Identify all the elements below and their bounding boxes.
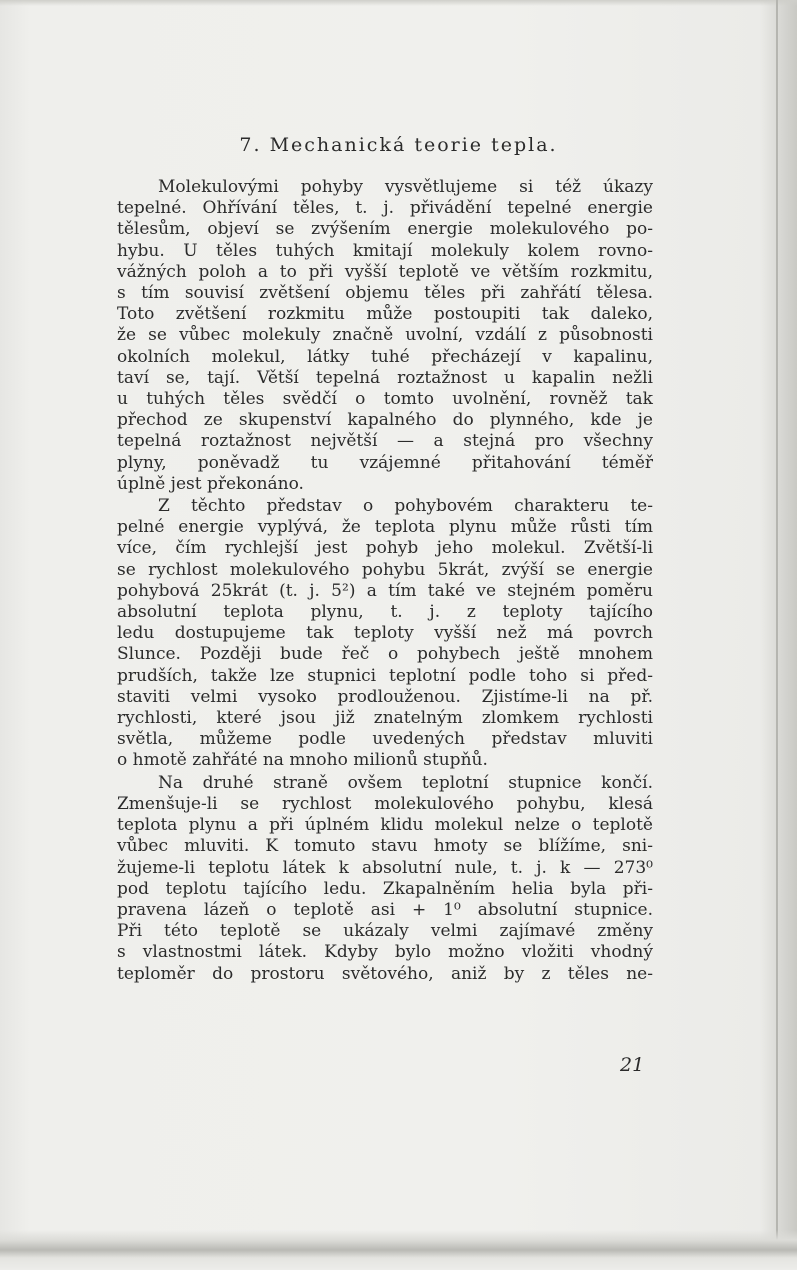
text-line: staviti velmi vysoko prodlouženou. Zjistíme-li na př.	[117, 686, 653, 707]
text-line: o hmotě zahřáté na mnoho milionů stupňů.	[117, 750, 488, 771]
text-line: přechod ze skupenství kapalného do plynného, kde je	[117, 410, 653, 431]
text-line: u tuhých těles svědčí o tomto uvolnění, rovněž tak	[117, 389, 653, 410]
text-line: vůbec mluviti. K tomuto stavu hmoty se blížíme, sni-	[117, 836, 653, 857]
text-line: tělesům, objeví se zvýšením energie molekulového po-	[117, 219, 653, 240]
text-line: Na druhé straně ovšem teplotní stupnice končí.	[158, 772, 653, 793]
page-number: 21	[620, 1054, 645, 1076]
text-line: teploměr do prostoru světového, aniž by z těles ne-	[117, 963, 653, 984]
text-line: Zmenšuje-li se rychlost molekulového pohybu, klesá	[117, 793, 653, 814]
text-line: světla, můžeme podle uvedených představ mluviti	[117, 729, 653, 750]
text-line: absolutní teplota plynu, t. j. z teploty tajícího	[117, 602, 653, 623]
text-line: okolních molekul, látky tuhé přecházejí v kapalinu,	[117, 346, 653, 367]
paragraph-3	[117, 773, 653, 985]
text-line: Toto zvětšení rozkmitu může postoupiti tak daleko,	[117, 304, 653, 325]
page-right-edge	[776, 0, 778, 1270]
text-line: že se vůbec molekuly značně uvolní, vzdálí z působnosti	[117, 325, 653, 346]
body-text	[117, 177, 653, 986]
text-line: Molekulovými pohyby vysvětlujeme si též úkazy	[158, 177, 653, 197]
text-line: tepelné. Ohřívání těles, t. j. přivádění tepelné energie	[117, 198, 653, 219]
text-line: s vlastnostmi látek. Kdyby bylo možno vložiti vhodný	[117, 942, 653, 963]
text-line: hybu. U těles tuhých kmitají molekuly kolem rovno-	[117, 240, 653, 261]
text-line: tepelná roztažnost největší — a stejná pro všechny	[117, 431, 653, 452]
text-line: více, čím rychlejší jest pohyb jeho molekul. Zvětší-li	[117, 538, 653, 559]
text-line: se rychlost molekulového pohybu 5krát, zvýší se energie	[117, 559, 653, 580]
text-line: teplota plynu a při úplném klidu molekul nelze o teplotě	[117, 815, 653, 836]
text-line: žujeme-li teplotu látek k absolutní nule, t. j. k — 273⁰	[117, 857, 653, 878]
text-line: taví se, tají. Větší tepelná roztažnost u kapalin nežli	[117, 367, 653, 388]
paragraph-2	[117, 496, 653, 772]
section-heading: 7. Mechanická teorie tepla.	[239, 134, 558, 156]
text-line: ledu dostupujeme tak teploty vyšší než má povrch	[117, 623, 653, 644]
text-line: prudších, takže lze stupnici teplotní podle toho si před-	[117, 665, 653, 686]
text-line: úplně jest překonáno.	[117, 473, 304, 494]
text-line: pod teplotu tajícího ledu. Zkapalněním helia byla při-	[117, 878, 653, 899]
text-line: pelné energie vyplývá, že teplota plynu může růsti tím	[117, 517, 653, 538]
text-line: plyny, poněvadž tu vzájemné přitahování téměř	[117, 452, 653, 473]
text-line: rychlosti, které jsou již znatelným zlomkem rychlosti	[117, 708, 653, 729]
text-line: Slunce. Později bude řeč o pohybech ještě mnohem	[117, 644, 653, 665]
text-line: s tím souvisí zvětšení objemu těles při zahřátí tělesa.	[117, 283, 653, 304]
text-line: vážných poloh a to při vyšší teplotě ve větším rozkmitu,	[117, 261, 653, 282]
paragraph-1	[117, 177, 653, 495]
text-line: Při této teplotě se ukázaly velmi zajímavé změny	[117, 921, 653, 942]
text-line: pohybová 25krát (t. j. 5²) a tím také ve stejném poměru	[117, 580, 653, 601]
text-line: pravena lázeň o teplotě asi + 1⁰ absolutní stupnice.	[117, 899, 653, 920]
text-line: Z těchto představ o pohybovém charakteru te-	[158, 496, 653, 517]
page-bottom-edge	[0, 1230, 797, 1270]
page-top-shadow	[0, 0, 797, 6]
